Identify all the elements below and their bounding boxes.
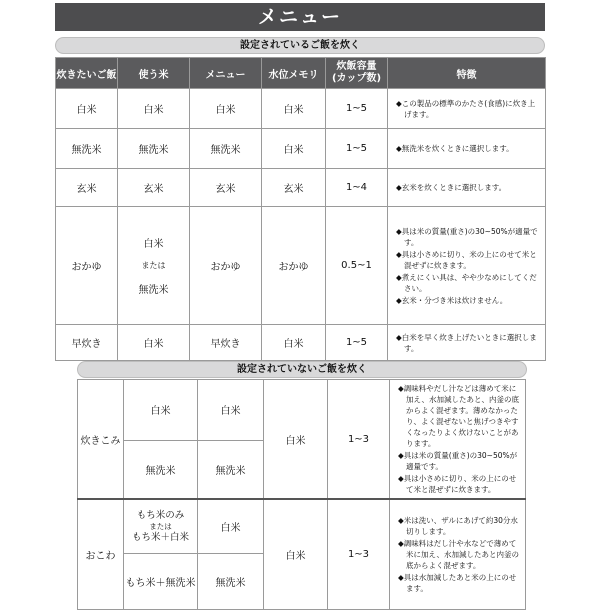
table-row (78, 380, 526, 441)
custom-rice-table (77, 379, 526, 610)
use-option-top: 白米 (143, 239, 164, 250)
cell-cups: 1~3 (328, 499, 390, 609)
cell-notes (388, 89, 546, 129)
table-row (56, 207, 546, 325)
section1-heading: 設定されているご飯を炊く (55, 37, 545, 54)
cell-rice: 無洗米 (56, 129, 118, 169)
cell-rice: 玄米 (56, 169, 118, 207)
cell-rice: おこわ (78, 499, 124, 609)
note: ◆玄米を炊くときに選択します。 (396, 183, 507, 192)
cell-rice: 白米 (56, 89, 118, 129)
cell-water: 白米 (262, 325, 326, 361)
note: ◆米は洗い、ザルにあげて約30分水切りします。 (398, 515, 518, 536)
cell-water: 玄米 (262, 169, 326, 207)
preset-rice-table (55, 57, 546, 361)
cell-use: 白米 (118, 89, 190, 129)
header-notes: 特徴 (388, 58, 546, 89)
cell-cups: 1~5 (326, 89, 388, 129)
cell-cups: 1~5 (326, 129, 388, 169)
cell-menu: 白米 (264, 380, 328, 500)
cell-menu: 早炊き (190, 325, 262, 361)
cell-notes (390, 499, 526, 609)
header-rice: 炊きたいご飯 (56, 58, 118, 89)
note: ◆具は水加減したあと米の上にのせます。 (398, 572, 517, 593)
cell-use: 無洗米 (124, 440, 198, 499)
note: ◆調味料やだし汁などは薄めて米に加え、水加減したあと、内釜の底からよく混ぜます。薄めなかったり、よく混ぜないと焦げつきやすくなったりよく炊けないことがあります。 (398, 384, 519, 448)
table-row (56, 169, 546, 207)
table-row (56, 325, 546, 361)
header-cups: 炊飯容量 (カップ数) (326, 58, 388, 89)
note: ◆白米を早く炊き上げたいときに選択します。 (396, 332, 537, 353)
cell-rice: 炊きこみ (78, 380, 124, 500)
cell-notes (388, 325, 546, 361)
section2-heading: 設定されていないご飯を炊く (77, 361, 527, 378)
cell-menu: 玄米 (190, 169, 262, 207)
use-or: または (141, 261, 166, 270)
cell-menu: 無洗米 (190, 129, 262, 169)
cell-rice: 早炊き (56, 325, 118, 361)
cell-use (124, 499, 198, 553)
cell-water: 無洗米 (198, 440, 264, 499)
cell-cups: 1~3 (328, 380, 390, 500)
cell-water: 白米 (262, 89, 326, 129)
cell-notes (388, 207, 546, 325)
header-water: 水位メモリ (262, 58, 326, 89)
cell-use: 白米 (124, 380, 198, 441)
table-row (56, 89, 546, 129)
table-header-row (56, 58, 546, 89)
cell-water: 白米 (198, 499, 264, 553)
cell-cups: 1~5 (326, 325, 388, 361)
cell-water: 白米 (198, 380, 264, 441)
note: ◆具は米の質量(重さ)の30~50%が適量です。 (398, 451, 518, 471)
use-option-bottom: もち米＋白米 (131, 531, 189, 543)
cell-notes (388, 169, 546, 207)
table-row (56, 129, 546, 169)
cell-menu: 白米 (264, 499, 328, 609)
note: ◆この製品の標準のかたさ(食感)に炊き上げます。 (396, 98, 536, 119)
cell-cups: 0.5~1 (326, 207, 388, 325)
table-row (78, 499, 526, 553)
cell-water: 無洗米 (198, 553, 264, 609)
note: ◆無洗米を炊くときに選択します。 (396, 144, 514, 153)
cell-use (118, 207, 190, 325)
cell-menu: おかゆ (190, 207, 262, 325)
use-or: または (149, 521, 172, 531)
cell-use: 白米 (118, 325, 190, 361)
use-option-bottom: 無洗米 (138, 285, 169, 296)
header-menu: メニュー (190, 58, 262, 89)
cell-water: 白米 (262, 129, 326, 169)
note: ◆調味料はだし汁や水などで薄めて米に加え、水加減したあと内釜の底からよく混ぜます。 (398, 538, 519, 570)
cell-use: 玄米 (118, 169, 190, 207)
cell-cups: 1~4 (326, 169, 388, 207)
use-option-top: もち米のみ (136, 509, 185, 521)
note: ◆具は小さめに切り、米の上にのせて米と混ぜずに炊きます。 (396, 249, 537, 270)
cell-use: もち米＋無洗米 (124, 553, 198, 609)
note: ◆煮えにくい具は、やや少なめにしてください。 (396, 272, 537, 293)
cell-water: おかゆ (262, 207, 326, 325)
page-title: メニュー (55, 3, 545, 31)
cell-notes (388, 129, 546, 169)
cell-notes (390, 380, 526, 500)
cell-rice: おかゆ (56, 207, 118, 325)
note: ◆具は米の質量(重さ)の30~50%が適量です。 (396, 226, 538, 247)
cell-use: 無洗米 (118, 129, 190, 169)
header-use: 使う米 (118, 58, 190, 89)
note: ◆具は小さめに切り、米の上にのせて米と混ぜずに炊きます。 (398, 474, 517, 494)
note: ◆玄米・分づき米は炊けません。 (396, 295, 508, 305)
cell-menu: 白米 (190, 89, 262, 129)
